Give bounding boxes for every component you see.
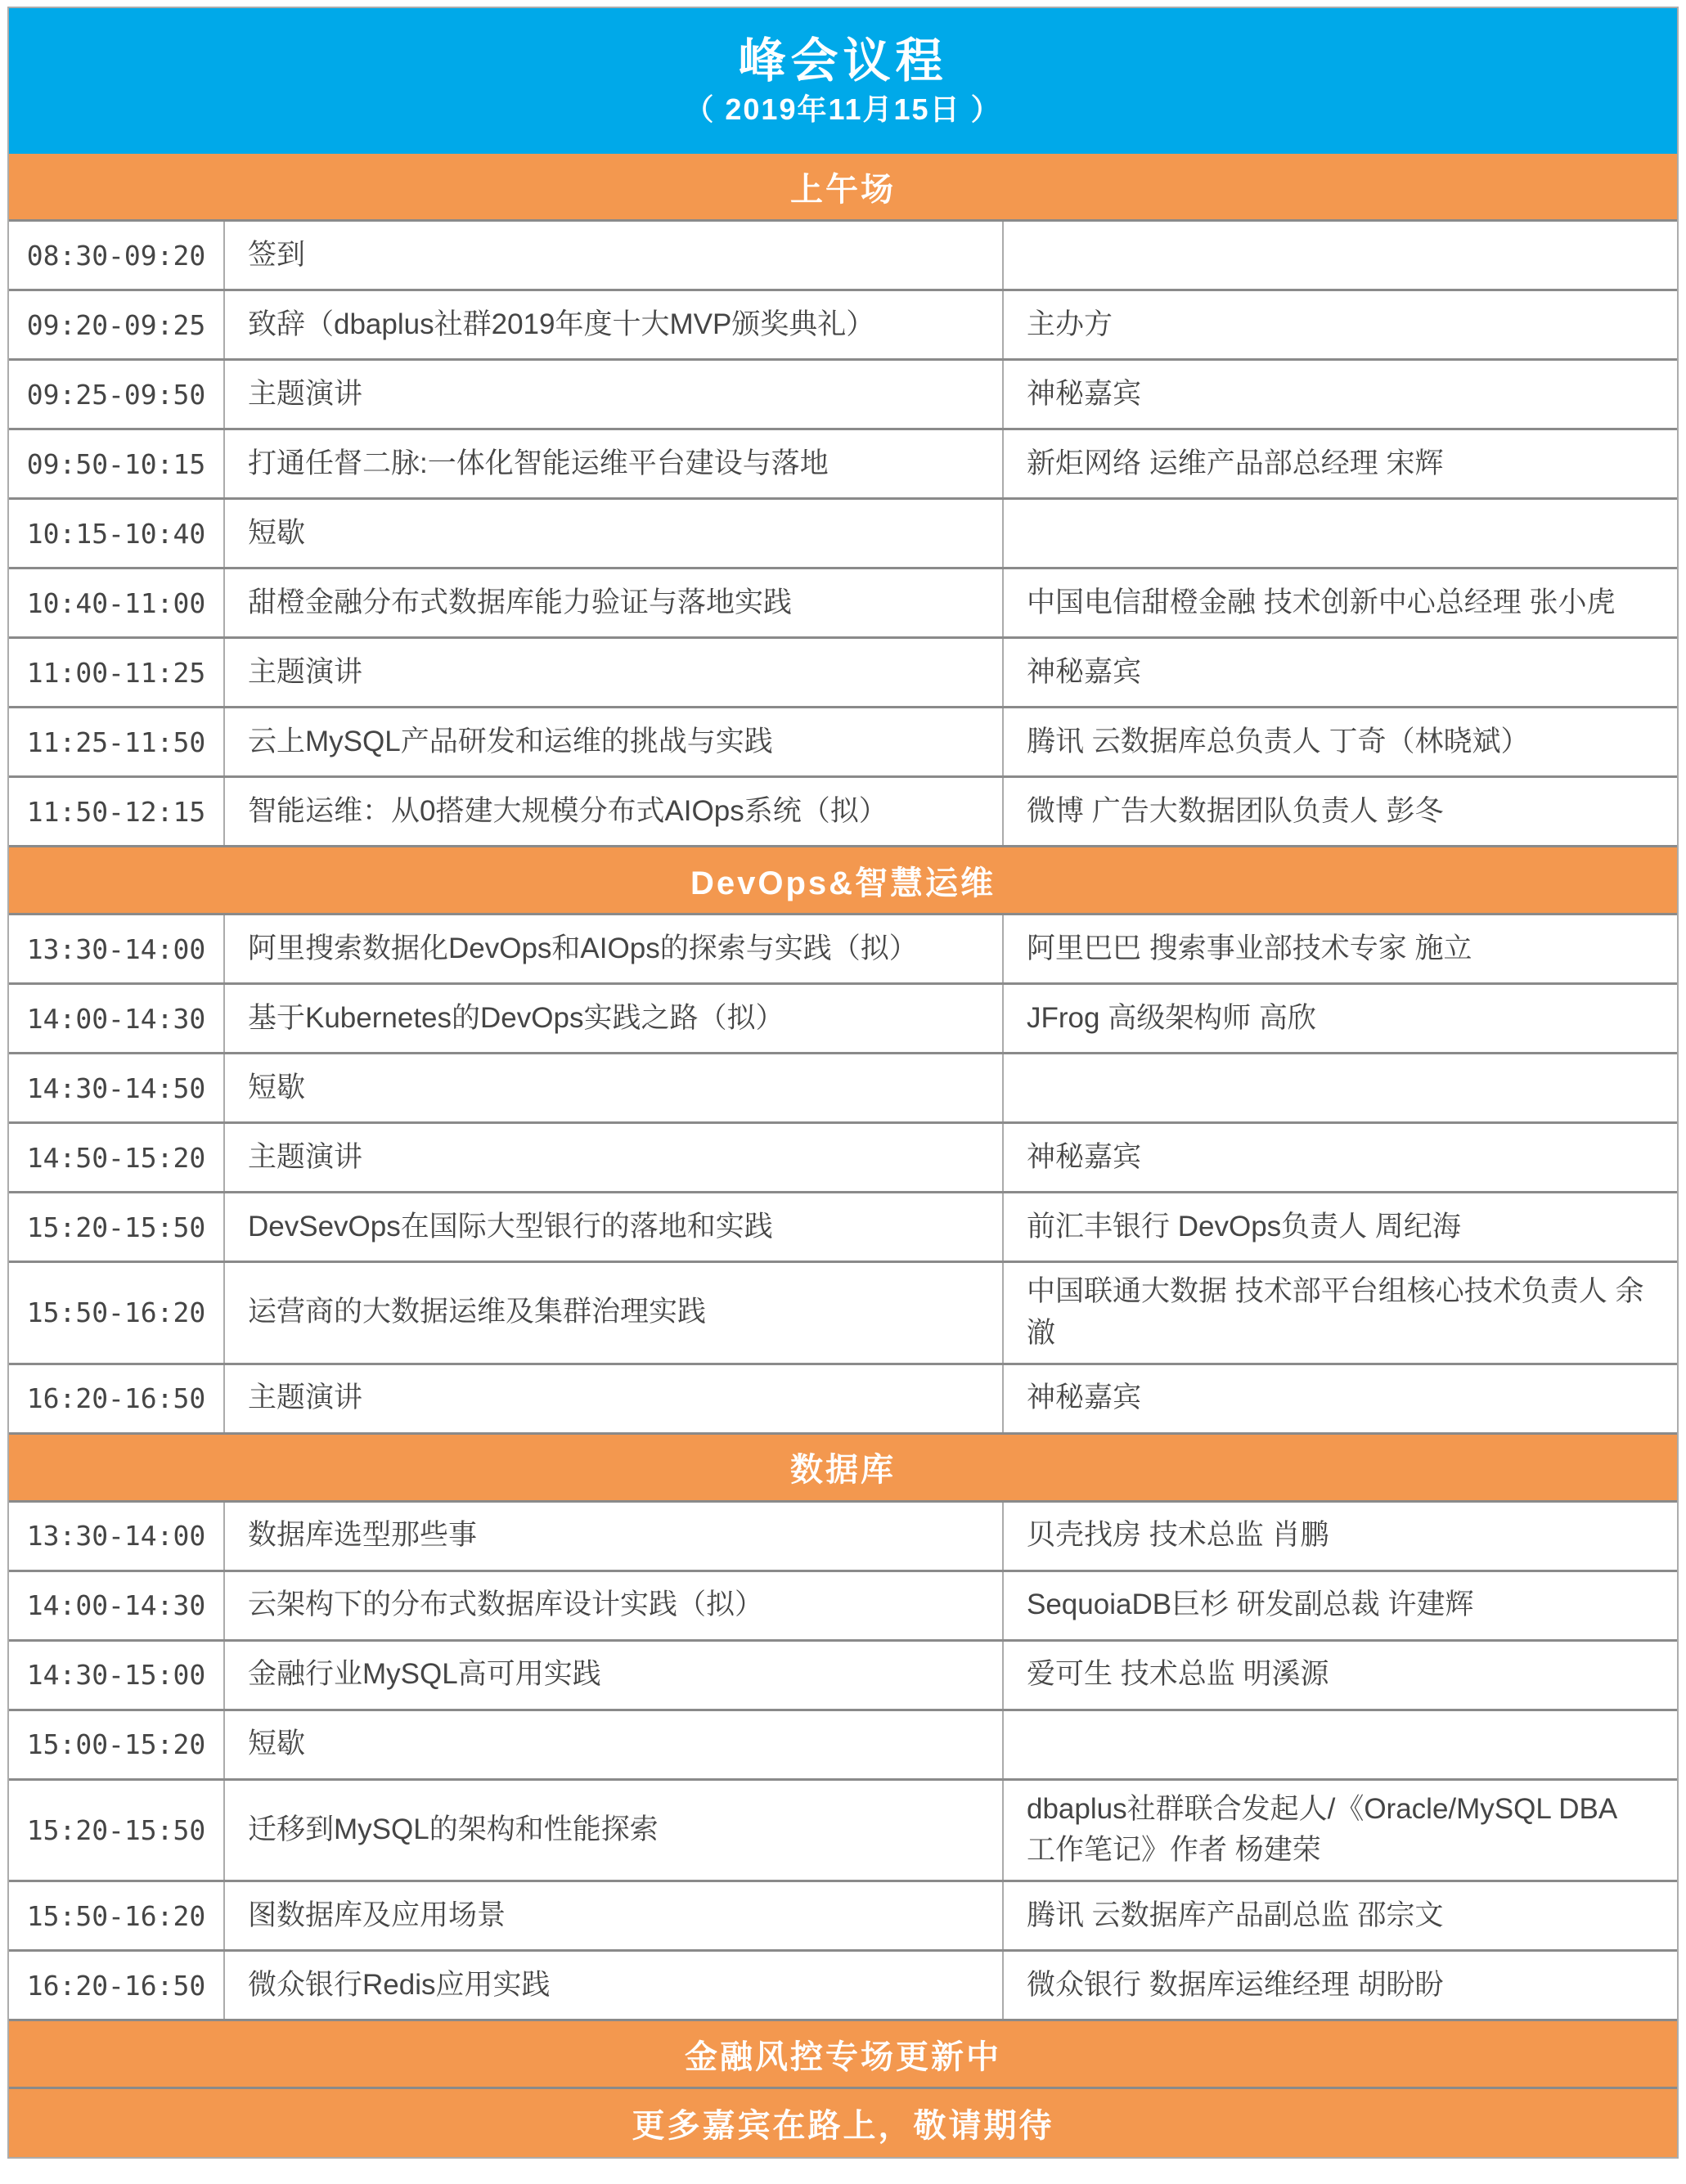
poster-title: 峰会议程 [738,34,948,88]
topic-cell: 短歇 [223,500,1002,567]
time-cell: 13:30-14:00 [26,1520,206,1552]
time-cell: 15:50-16:20 [26,1899,206,1932]
speaker-cell: 神秘嘉宾 [1002,1365,1677,1432]
time-cell: 09:50-10:15 [26,447,206,480]
agenda-row [9,291,1677,361]
speaker-cell: 神秘嘉宾 [1002,1124,1677,1191]
agenda-row [9,1193,1677,1263]
topic-cell: 签到 [223,222,1002,289]
agenda-row [9,1952,1677,2021]
speaker-cell: 中国联通大数据 技术部平台组核心技术负责人 余澈 [1002,1263,1677,1363]
topic-cell: 云上MySQL产品研发和运维的挑战与实践 [223,708,1002,775]
footer-band-more: 更多嘉宾在路上，敬请期待 [9,2089,1677,2157]
speaker-cell: 腾讯 云数据库产品副总监 邵宗文 [1002,1882,1677,1949]
speaker-cell [1002,1054,1677,1121]
poster-header [9,8,1677,154]
time-cell: 14:50-15:20 [26,1141,206,1174]
section-header: DevOps&智慧运维 [9,847,1677,915]
speaker-cell: 神秘嘉宾 [1002,639,1677,706]
time-cell: 08:30-09:20 [26,239,206,272]
speaker-cell: 微博 广告大数据团队负责人 彭冬 [1002,778,1677,845]
topic-cell: DevSevOps在国际大型银行的落地和实践 [223,1193,1002,1261]
footer-band-risk: 金融风控专场更新中 [9,2021,1677,2089]
section-rows [9,222,1677,847]
speaker-cell [1002,500,1677,567]
speaker-cell [1002,222,1677,289]
poster-date: （ 2019年11月15日 ） [684,92,1002,126]
sections [9,154,1677,2021]
agenda-row [9,361,1677,430]
time-cell: 15:20-15:50 [26,1813,206,1846]
speaker-cell: JFrog 高级架构师 高欣 [1002,985,1677,1052]
time-cell: 11:50-12:15 [26,795,206,828]
time-cell: 11:00-11:25 [26,656,206,689]
topic-cell: 微众银行Redis应用实践 [223,1952,1002,2019]
speaker-cell: 微众银行 数据库运维经理 胡盼盼 [1002,1952,1677,2019]
section-header: 数据库 [9,1435,1677,1503]
agenda-row [9,1882,1677,1952]
topic-cell: 阿里搜索数据化DevOps和AIOps的探索与实践（拟） [223,915,1002,982]
agenda-row [9,1263,1677,1365]
section-rows [9,1503,1677,2022]
topic-cell: 短歇 [223,1054,1002,1121]
topic-cell: 金融行业MySQL高可用实践 [223,1642,1002,1709]
topic-cell: 主题演讲 [223,639,1002,706]
speaker-cell: 中国电信甜橙金融 技术创新中心总经理 张小虎 [1002,569,1677,636]
section-rows [9,915,1677,1435]
speaker-cell: 贝壳找房 技术总监 肖鹏 [1002,1503,1677,1570]
agenda-row [9,708,1677,778]
speaker-cell [1002,1711,1677,1778]
agenda-row [9,985,1677,1054]
speaker-cell: SequoiaDB巨杉 研发副总裁 许建辉 [1002,1572,1677,1639]
speaker-cell: 阿里巴巴 搜索事业部技术专家 施立 [1002,915,1677,982]
time-cell: 14:00-14:30 [26,1589,206,1621]
topic-cell: 主题演讲 [223,1124,1002,1191]
speaker-cell: dbaplus社群联合发起人/《Oracle/MySQL DBA工作笔记》作者 杨建荣 [1002,1781,1677,1881]
topic-cell: 数据库选型那些事 [223,1503,1002,1570]
table-frame [7,7,1679,2159]
time-cell: 09:25-09:50 [26,378,206,411]
speaker-cell: 爱可生 技术总监 明溪源 [1002,1642,1677,1709]
agenda-row [9,1781,1677,1883]
agenda-row [9,1054,1677,1124]
agenda-row [9,1711,1677,1781]
agenda-row [9,1642,1677,1711]
time-cell: 11:25-11:50 [26,726,206,758]
speaker-cell: 前汇丰银行 DevOps负责人 周纪海 [1002,1193,1677,1261]
time-cell: 10:15-10:40 [26,517,206,550]
topic-cell: 打通任督二脉:一体化智能运维平台建设与落地 [223,430,1002,497]
topic-cell: 基于Kubernetes的DevOps实践之路（拟） [223,985,1002,1052]
time-cell: 16:20-16:50 [26,1382,206,1414]
agenda-row [9,778,1677,847]
section-header: 上午场 [9,154,1677,222]
agenda-row [9,500,1677,569]
agenda-row [9,222,1677,291]
agenda-row [9,430,1677,500]
topic-cell: 甜橙金融分布式数据库能力验证与落地实践 [223,569,1002,636]
time-cell: 10:40-11:00 [26,586,206,619]
topic-cell: 致辞（dbaplus社群2019年度十大MVP颁奖典礼） [223,291,1002,358]
speaker-cell: 新炬网络 运维产品部总经理 宋辉 [1002,430,1677,497]
speaker-cell: 神秘嘉宾 [1002,361,1677,428]
time-cell: 14:00-14:30 [26,1002,206,1035]
topic-cell: 主题演讲 [223,1365,1002,1432]
time-cell: 16:20-16:50 [26,1969,206,2002]
topic-cell: 主题演讲 [223,361,1002,428]
agenda-row [9,1503,1677,1572]
time-cell: 15:50-16:20 [26,1296,206,1329]
agenda-row [9,915,1677,985]
time-cell: 14:30-14:50 [26,1072,206,1104]
agenda-section [9,1435,1677,2022]
time-cell: 15:00-15:20 [26,1728,206,1760]
topic-cell: 智能运维：从0搭建大规模分布式AIOps系统（拟） [223,778,1002,845]
time-cell: 15:20-15:50 [26,1211,206,1243]
topic-cell: 云架构下的分布式数据库设计实践（拟） [223,1572,1002,1639]
agenda-section [9,154,1677,847]
speaker-cell: 腾讯 云数据库总负责人 丁奇（林晓斌） [1002,708,1677,775]
time-cell: 14:30-15:00 [26,1659,206,1691]
agenda-row [9,639,1677,708]
topic-cell: 图数据库及应用场景 [223,1882,1002,1949]
agenda-row [9,569,1677,639]
time-cell: 13:30-14:00 [26,932,206,965]
agenda-row [9,1365,1677,1435]
agenda-section [9,847,1677,1435]
agenda-row [9,1572,1677,1642]
time-cell: 09:20-09:25 [26,308,206,341]
speaker-cell: 主办方 [1002,291,1677,358]
topic-cell: 迁移到MySQL的架构和性能探索 [223,1781,1002,1881]
topic-cell: 运营商的大数据运维及集群治理实践 [223,1263,1002,1363]
topic-cell: 短歇 [223,1711,1002,1778]
agenda-row [9,1124,1677,1193]
